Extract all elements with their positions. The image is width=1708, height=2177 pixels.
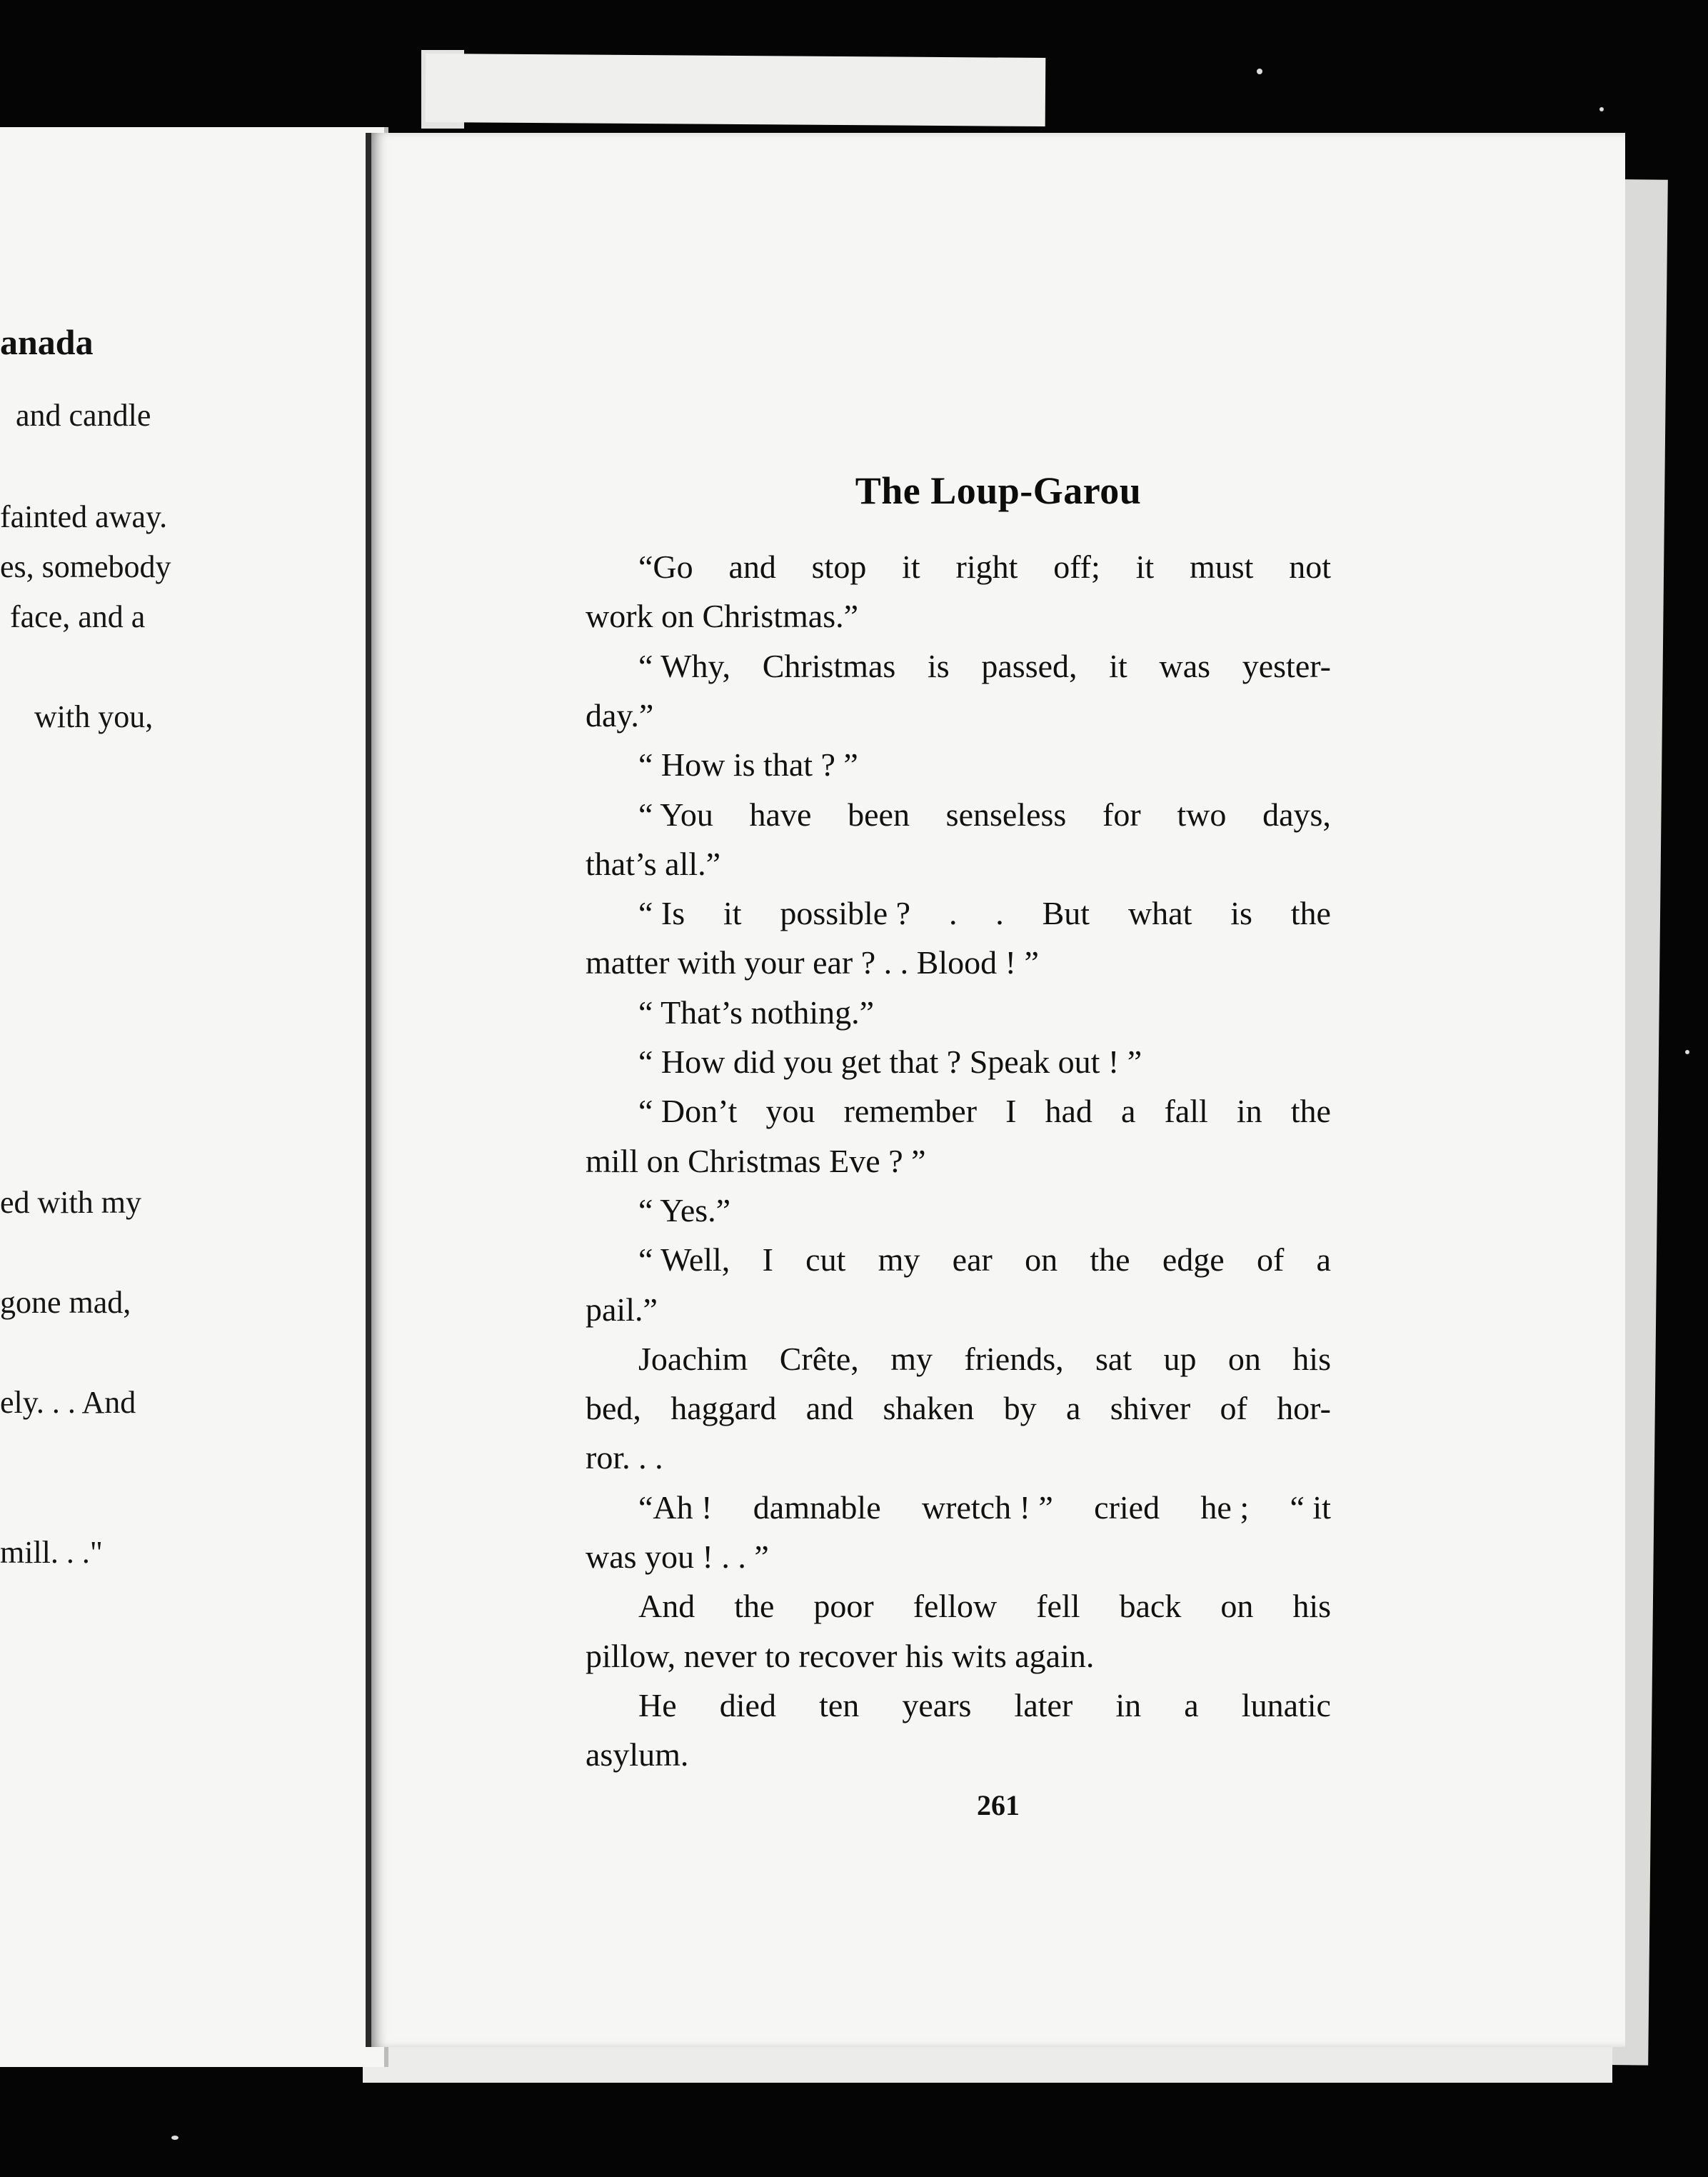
text-line: ror. . .: [586, 1439, 663, 1476]
word: was: [1159, 648, 1211, 684]
word: the: [1290, 895, 1331, 931]
word: his: [1292, 1341, 1331, 1377]
word: what: [1127, 895, 1192, 931]
word: possible ?: [780, 895, 911, 931]
word: days,: [1262, 796, 1331, 833]
word: up: [1163, 1341, 1197, 1377]
text-line: [638, 1486, 1331, 1529]
word: lunatic: [1241, 1687, 1331, 1723]
word: haggard: [670, 1390, 777, 1426]
text-line: [638, 794, 1331, 836]
left-page-line: face, and a: [10, 599, 146, 634]
word: the: [734, 1588, 775, 1624]
text-line: [638, 1090, 1331, 1133]
word: damnable: [753, 1489, 881, 1526]
word: is: [1230, 895, 1252, 931]
word: on: [1227, 1341, 1261, 1377]
left-page-line: ely. . . And: [0, 1385, 136, 1420]
word: he ;: [1200, 1489, 1250, 1526]
word: wretch ! ”: [921, 1489, 1053, 1526]
word: Joachim: [638, 1341, 748, 1377]
word: “ Is: [638, 895, 685, 931]
word: have: [749, 796, 812, 833]
word: it: [1109, 648, 1127, 684]
text-line: [638, 1238, 1331, 1281]
word: must: [1189, 549, 1254, 585]
word: my: [890, 1341, 933, 1377]
right-page: [366, 133, 1625, 2047]
word: the: [1290, 1093, 1331, 1129]
word: Crête,: [779, 1341, 859, 1377]
word: it: [723, 895, 742, 931]
word: had: [1045, 1093, 1092, 1129]
word: “ Don’t: [638, 1093, 738, 1129]
word: a: [1065, 1390, 1081, 1426]
left-page-line: with you,: [34, 699, 154, 734]
left-page-line: fainted away.: [0, 499, 168, 534]
word: off;: [1053, 549, 1100, 585]
text-line: asylum.: [586, 1736, 689, 1773]
word: my: [878, 1241, 920, 1278]
word: a: [1316, 1241, 1331, 1278]
word: He: [638, 1687, 677, 1723]
word: on: [1025, 1241, 1058, 1278]
dust-speck: [1599, 107, 1604, 111]
text-line: was you ! . . ”: [586, 1538, 769, 1575]
left-page-line: es, somebody: [0, 549, 171, 584]
word: back: [1119, 1588, 1182, 1624]
word: “Go: [638, 549, 693, 585]
word: senseless: [945, 796, 1067, 833]
word: his: [1292, 1588, 1331, 1624]
word: sat: [1095, 1341, 1132, 1377]
text-line: [638, 1338, 1331, 1381]
word: you: [765, 1093, 815, 1129]
word: a: [1121, 1093, 1136, 1129]
word: of: [1220, 1390, 1247, 1426]
word: on: [1220, 1588, 1254, 1624]
text-line: “ Yes.”: [638, 1192, 731, 1228]
word: later: [1014, 1687, 1073, 1723]
word: cried: [1094, 1489, 1160, 1526]
word: shiver: [1110, 1390, 1191, 1426]
word: I: [762, 1241, 773, 1278]
word: in: [1115, 1687, 1142, 1723]
dust-speck: [171, 2136, 179, 2140]
text-line: [638, 546, 1331, 589]
word: been: [848, 796, 910, 833]
word: it: [1135, 549, 1155, 585]
text-line: “ That’s nothing.”: [638, 994, 875, 1031]
word: not: [1289, 549, 1331, 585]
left-page-line: gone mad,: [0, 1285, 131, 1320]
text-line: [638, 645, 1331, 688]
text-line: [638, 892, 1331, 935]
word: fell: [1036, 1588, 1080, 1624]
word: in: [1236, 1093, 1262, 1129]
text-line: pillow, never to recover his wits again.: [586, 1638, 1095, 1674]
word: for: [1102, 796, 1141, 833]
word: “ Why,: [638, 648, 731, 684]
word: fellow: [913, 1588, 998, 1624]
text-line: work on Christmas.”: [586, 598, 859, 634]
word: ear: [952, 1241, 993, 1278]
word: fall: [1164, 1093, 1208, 1129]
word: and: [728, 549, 776, 585]
text-line: that’s all.”: [586, 846, 721, 882]
word: two: [1177, 796, 1227, 833]
word: .: [995, 895, 1004, 931]
word: it: [902, 549, 920, 585]
word: ten: [819, 1687, 860, 1723]
word: remember: [843, 1093, 978, 1129]
word: “ Well,: [638, 1241, 730, 1278]
word: right: [955, 549, 1018, 585]
word: years: [902, 1687, 972, 1723]
word: “Ah !: [638, 1489, 713, 1526]
word: bed,: [586, 1390, 641, 1426]
word: And: [638, 1588, 695, 1624]
word: yester-: [1242, 648, 1331, 684]
page-title: The Loup-Garou: [855, 469, 1142, 512]
word: cut: [805, 1241, 846, 1278]
left-page-line: and candle: [16, 398, 151, 433]
word: poor: [813, 1588, 874, 1624]
word: I: [1005, 1093, 1017, 1129]
text-line: day.”: [586, 697, 654, 734]
word: Christmas: [762, 648, 896, 684]
left-page-line: ed with my: [0, 1185, 141, 1220]
word: by: [1003, 1390, 1037, 1426]
text-line: “ How did you get that ? Speak out ! ”: [638, 1044, 1142, 1080]
text-line: “ How is that ? ”: [638, 746, 858, 783]
text-line: mill on Christmas Eve ? ”: [586, 1143, 926, 1179]
text-line: matter with your ear ? . . Blood ! ”: [586, 944, 1039, 981]
back-page-block: [426, 54, 1046, 126]
left-page-line: mill. . .": [0, 1535, 103, 1570]
word: the: [1090, 1241, 1130, 1278]
text-line: [638, 1585, 1331, 1628]
dust-speck: [1257, 69, 1262, 74]
word: a: [1184, 1687, 1199, 1723]
left-page-running-head: anada: [0, 322, 94, 362]
page-number: 261: [977, 1789, 1020, 1821]
dust-speck: [1685, 1050, 1689, 1054]
left-page: [0, 127, 388, 2067]
word: “ it: [1290, 1489, 1331, 1526]
word: friends,: [964, 1341, 1064, 1377]
text-line: [638, 1684, 1331, 1727]
text-line: [586, 1387, 1331, 1430]
word: shaken: [883, 1390, 975, 1426]
word: “ You: [638, 796, 713, 833]
word: is: [927, 648, 950, 684]
word: edge: [1162, 1241, 1225, 1278]
word: died: [719, 1687, 776, 1723]
word: .: [948, 895, 958, 931]
word: stop: [811, 549, 867, 585]
text-line: pail.”: [586, 1291, 658, 1328]
word: But: [1042, 895, 1090, 931]
word: passed,: [981, 648, 1077, 684]
word: and: [805, 1390, 854, 1426]
word: of: [1256, 1241, 1285, 1278]
word: hor-: [1277, 1390, 1331, 1426]
